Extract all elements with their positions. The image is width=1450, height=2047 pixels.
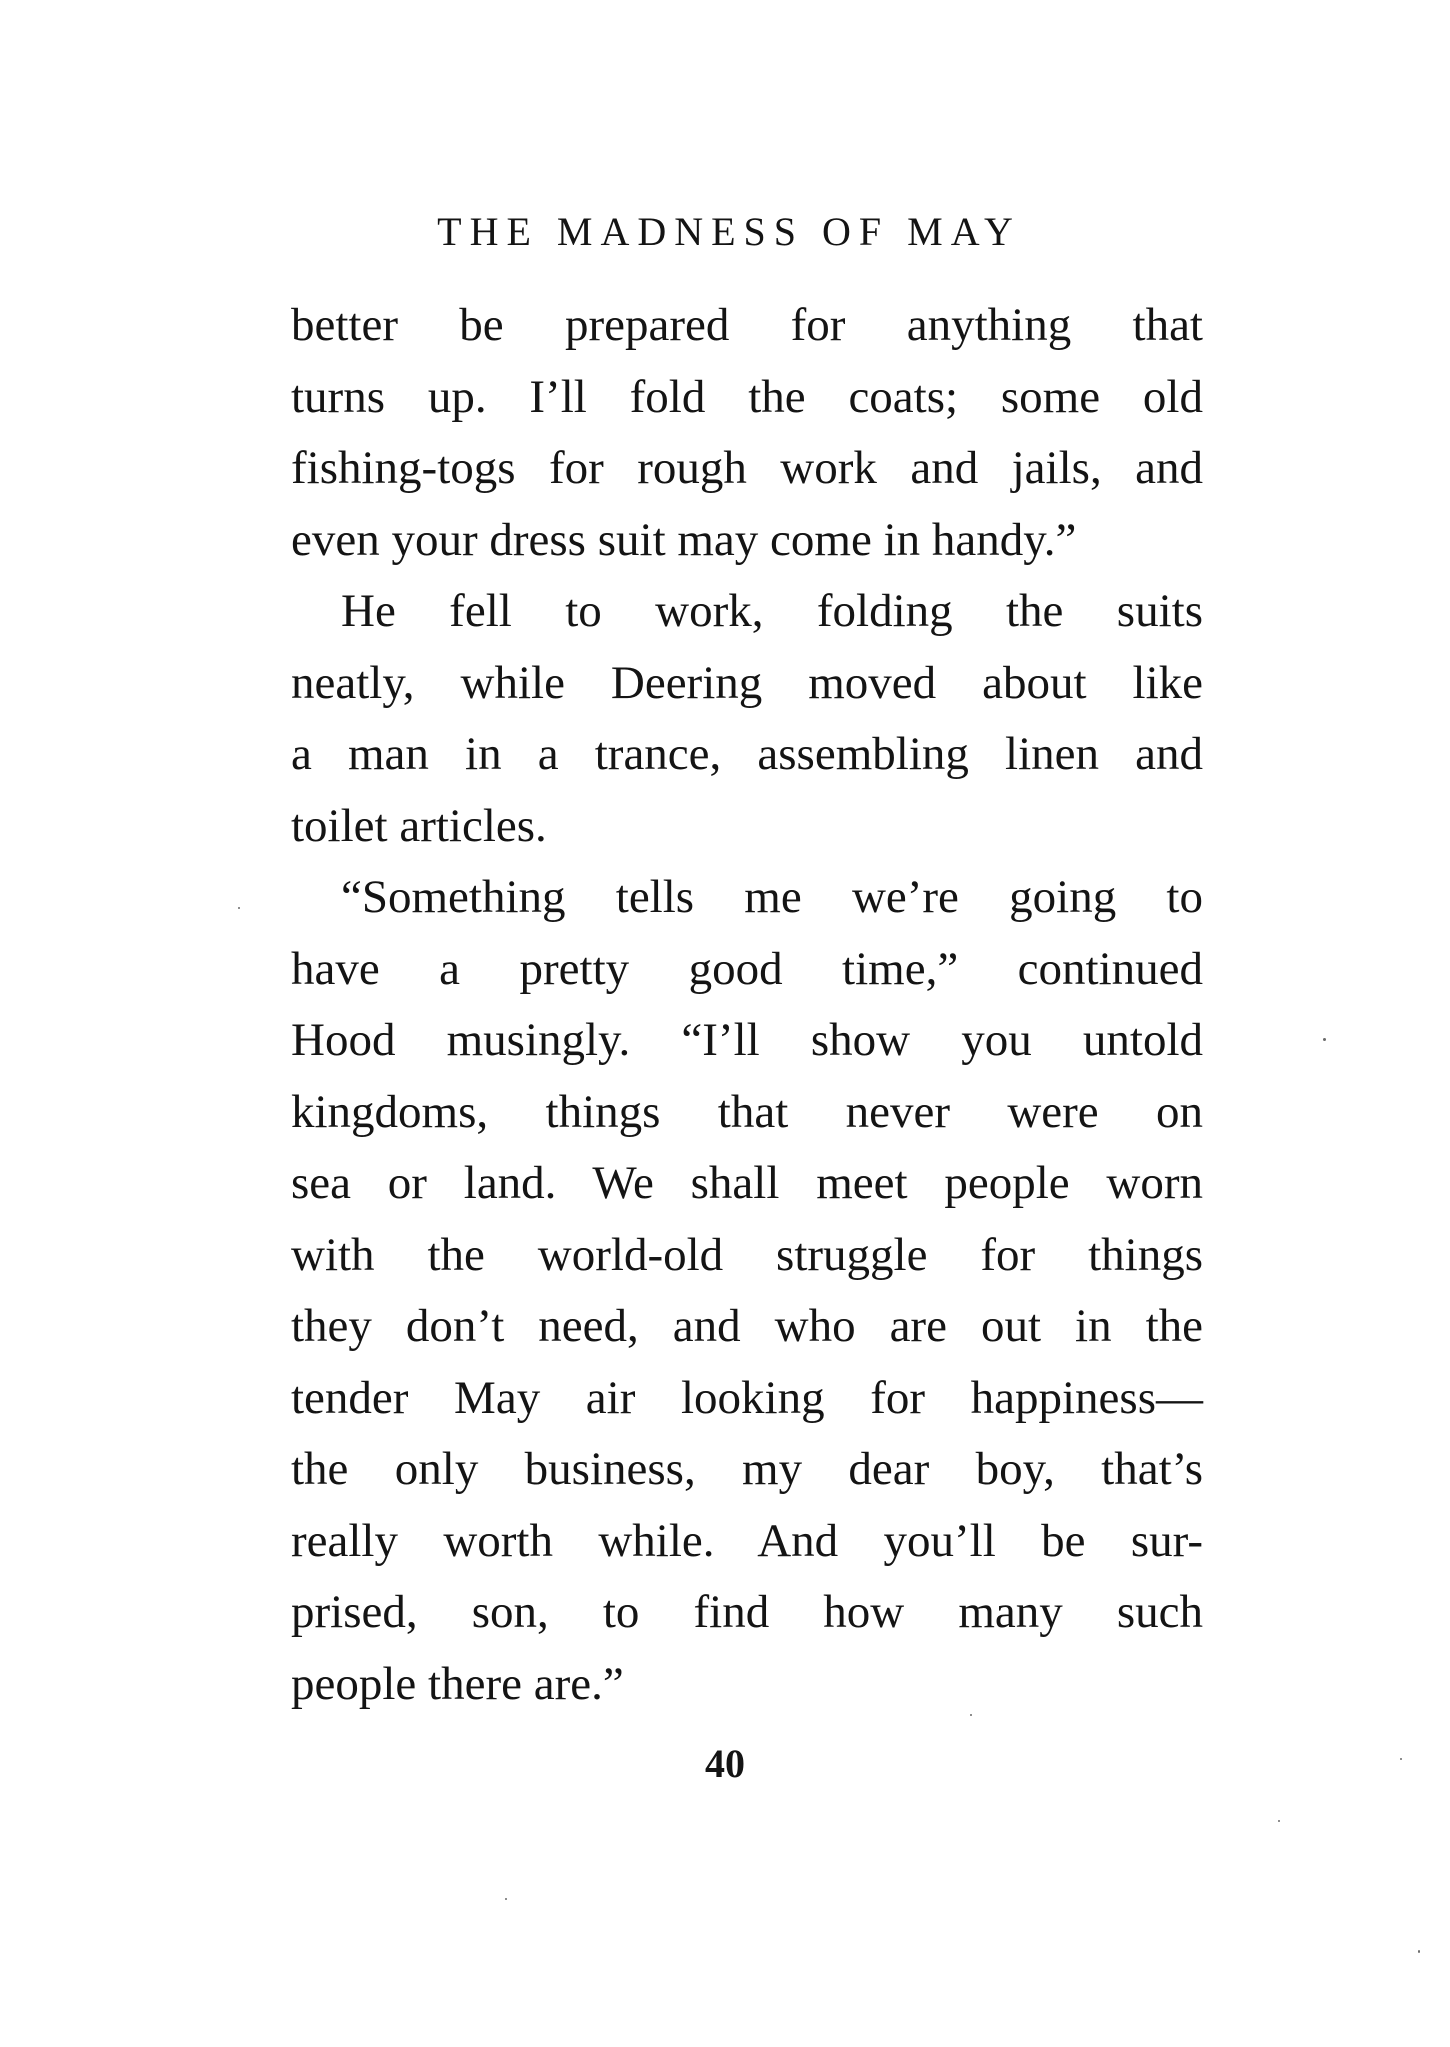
scan-speck — [1418, 1950, 1420, 1953]
scan-speck — [238, 907, 240, 909]
text-line: really worth while. And you’ll be sur- — [291, 1514, 1203, 1567]
paragraph-first-line: “Something tells me we’re going to — [341, 871, 1203, 923]
text-line: tender May air looking for happiness— — [291, 1371, 1203, 1424]
text-line: even your dress suit may come in handy.” — [291, 513, 1077, 566]
text-line: better be prepared for anything that — [291, 299, 1203, 351]
scan-speck — [1278, 1820, 1280, 1822]
text-line: prised, son, to find how many such — [291, 1586, 1203, 1638]
scan-speck — [1400, 1758, 1402, 1760]
text-line: Hood musingly. “I’ll show you untold — [291, 1014, 1203, 1066]
text-line: have a pretty good time,” continued — [291, 942, 1203, 995]
scan-speck — [505, 1898, 507, 1900]
scan-speck — [1323, 1038, 1326, 1041]
paragraph-first-line: He fell to work, folding the suits — [341, 585, 1203, 637]
running-head: THE MADNESS OF MAY — [437, 209, 1021, 254]
text-line: neatly, while Deering moved about like — [291, 656, 1203, 709]
text-line: they don’t need, and who are out in the — [291, 1300, 1203, 1352]
page-number: 40 — [705, 1741, 745, 1786]
text-line: people there are.” — [291, 1657, 624, 1710]
text-line: with the world-old struggle for things — [291, 1228, 1203, 1281]
text-line: a man in a trance, assembling linen and — [291, 728, 1203, 780]
body-text — [291, 290, 1203, 1720]
text-line: turns up. I’ll fold the coats; some old — [291, 370, 1203, 423]
text-line: sea or land. We shall meet people worn — [291, 1157, 1203, 1209]
text-line: fishing-togs for rough work and jails, and — [291, 442, 1203, 494]
text-line: the only business, my dear boy, that’s — [291, 1443, 1203, 1495]
text-line: kingdoms, things that never were on — [291, 1085, 1203, 1138]
scan-speck — [970, 1714, 972, 1716]
text-line: toilet articles. — [291, 799, 547, 852]
